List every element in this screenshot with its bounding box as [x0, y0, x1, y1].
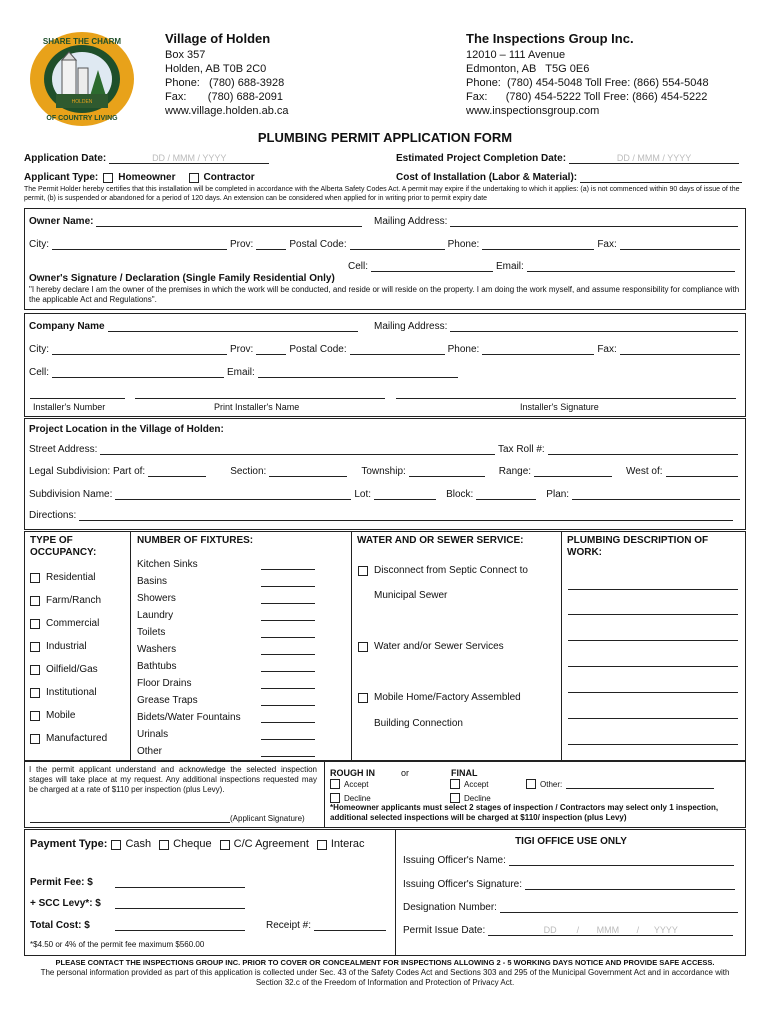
fixture-label: Urinals [137, 729, 169, 740]
permit-fee-field[interactable] [115, 877, 245, 888]
officer-name-label: Issuing Officer's Name: [403, 855, 506, 866]
accept-label: Accept [464, 780, 489, 789]
street-field[interactable] [100, 444, 495, 455]
legal-label: Legal Subdivision: Part of: [29, 466, 146, 477]
levy-note: *$4.50 or 4% of the permit fee maximum $560.00 [30, 940, 205, 949]
township-label: Township: [361, 466, 406, 477]
fixture-row [137, 672, 315, 689]
date-placeholder: DD / MMM / YYYY [543, 925, 678, 935]
fixture-row [137, 604, 315, 621]
village-logo [28, 30, 136, 128]
officer-signature-label: Issuing Officer's Signature: [403, 879, 523, 890]
fixture-label: Other [137, 746, 163, 757]
residential-checkbox[interactable] [30, 573, 40, 583]
inspections-line: Fax: (780) 454-5222 Toll Free: (866) 454-5222 [466, 91, 708, 103]
fixture-row [137, 740, 315, 757]
owner-declaration: "I hereby declare I am the owner of the premises in which the work will be conducted, and reside or will reside on the property. I am doing the work myself, and assume responsibility for compliance with the applicable Act and Regulations". [29, 285, 740, 304]
plan-label: Plan: [546, 489, 570, 500]
rough-in-accept-checkbox[interactable] [330, 779, 340, 789]
installer-name-label: Print Installer's Name [214, 402, 300, 412]
fixture-count-field[interactable] [261, 729, 315, 740]
company-email-field[interactable] [258, 367, 458, 378]
fixture-label: Bathtubs [137, 661, 177, 672]
industrial-checkbox[interactable] [30, 642, 40, 652]
inspections-info [466, 32, 709, 118]
company-fax-label: Fax: [597, 344, 617, 355]
company-phone-label: Phone: [447, 344, 480, 355]
other-checkbox[interactable] [526, 779, 536, 789]
owner-fax-field[interactable] [620, 239, 740, 250]
inspections-line: Edmonton, AB T5G 0E6 [466, 63, 590, 75]
final-accept-checkbox[interactable] [450, 779, 460, 789]
owner-cell-field[interactable] [371, 261, 493, 272]
occupancy-item [30, 635, 107, 658]
issue-date-field[interactable] [488, 925, 733, 936]
owner-phone-label: Phone: [447, 239, 480, 250]
company-postal-field[interactable] [350, 344, 445, 355]
company-city-label: City: [29, 344, 49, 355]
owner-postal-label: Postal Code: [289, 239, 347, 250]
inspections-line: 12010 – 111 Avenue [466, 49, 566, 61]
application-date-label: Application Date: [24, 153, 107, 164]
col-divider [130, 531, 131, 761]
fixture-label: Grease Traps [137, 695, 198, 706]
designation-label: Designation Number: [403, 902, 497, 913]
installer-signature-label: Installer's Signature [520, 402, 599, 412]
cc-agreement-label: C/C Agreement [233, 838, 309, 850]
village-line: Fax: (780) 688-2091 [165, 91, 284, 103]
occupancy-label: Mobile [46, 710, 76, 721]
date-placeholder: DD / MMM / YYYY [152, 153, 227, 163]
township-field[interactable] [409, 466, 485, 477]
lot-label: Lot: [354, 489, 372, 500]
applicant-signature-field[interactable] [30, 822, 230, 823]
footer-privacy: The personal information provided as part of this application is collected under Sec. 43 of the Safety Codes Act and Sections 303 and 295 of the Municipal Government Act and in accordance with Section 32.c of the Freedom of Information and Protection of Privacy Act. [40, 968, 730, 987]
owner-phone-field[interactable] [482, 239, 594, 250]
lot-field[interactable] [374, 489, 436, 500]
range-field[interactable] [534, 466, 612, 477]
mobile-home-label-2: Building Connection [374, 718, 463, 729]
decline-label: Decline [344, 794, 371, 803]
owner-mailing-label: Mailing Address: [374, 216, 448, 227]
owner-prov-label: Prov: [230, 239, 254, 250]
fixture-label: Toilets [137, 627, 166, 638]
west-of-label: West of: [626, 466, 663, 477]
receipt-field[interactable] [314, 920, 386, 931]
col-divider [324, 761, 325, 828]
company-cell-field[interactable] [52, 367, 224, 378]
water-sewer-title: WATER AND OR SEWER SERVICE: [357, 535, 524, 546]
plumbing-description-title: PLUMBING DESCRIPTION OF WORK: [567, 535, 709, 558]
project-title: Project Location in the Village of Holden: [29, 424, 224, 435]
inspections-line: Phone: (780) 454-5048 Toll Free: (866) 554-5048 [466, 77, 709, 89]
cash-checkbox[interactable] [111, 840, 121, 850]
occupancy-label: Oilfield/Gas [46, 664, 98, 675]
owner-mailing-field[interactable] [450, 216, 738, 227]
fixture-row [137, 621, 315, 638]
fixture-count-field[interactable] [261, 593, 315, 604]
officer-name-field[interactable] [509, 855, 734, 866]
directions-field[interactable] [79, 510, 733, 521]
form-title: PLUMBING PERMIT APPLICATION FORM [257, 130, 513, 145]
commercial-checkbox[interactable] [30, 619, 40, 629]
cost-field[interactable] [580, 172, 742, 183]
owner-name-field[interactable] [96, 216, 362, 227]
company-prov-label: Prov: [230, 344, 254, 355]
homeowner-label: Homeowner [118, 172, 176, 183]
mobile-checkbox[interactable] [30, 711, 40, 721]
subdivision-label: Subdivision Name: [29, 489, 113, 500]
part-of-field[interactable] [148, 466, 206, 477]
village-line: Holden, AB T0B 2C0 [165, 63, 267, 75]
date-placeholder: DD / MMM / YYYY [616, 153, 692, 163]
fixture-row [137, 655, 315, 672]
water-sewer-services-checkbox[interactable] [358, 642, 368, 652]
cheque-label: Cheque [173, 838, 212, 850]
owner-city-label: City: [29, 239, 49, 250]
disconnect-septic-checkbox[interactable] [358, 566, 368, 576]
west-of-field[interactable] [666, 466, 738, 477]
directions-label: Directions: [29, 510, 77, 521]
inspections-website[interactable]: www.inspectionsgroup.com [466, 105, 600, 117]
water-sewer-services-label: Water and/or Sewer Services [374, 641, 504, 652]
completion-date-field[interactable] [569, 153, 739, 164]
owner-fax-label: Fax: [597, 239, 617, 250]
disclaimer: The Permit Holder hereby certifies that this installation will be completed in accordance with the Alberta Safety Codes Act. A permit may expire if the undertaking to which it applies: (a) is not commenced within 90 days of issue of the permit, (b) is suspended or abandoned for a period of 120 days. An extension can be considered when applied for in writing prior to permit expiry date [24, 186, 740, 202]
issue-date-label: Permit Issue Date: [403, 925, 486, 936]
fixture-label: Laundry [137, 610, 174, 621]
company-city-field[interactable] [52, 344, 227, 355]
fixtures-list [137, 553, 315, 757]
block-label: Block: [446, 489, 474, 500]
inspection-stage-note: *Homeowner applicants must select 2 stages of inspection / Contractors may select only 1 inspection, additional selected inspections will be charged at $110/ inspection (plus Levy) [330, 803, 719, 822]
fixture-count-field[interactable] [261, 559, 315, 570]
payment-type-label: Payment Type: [30, 838, 108, 850]
other-label: Other: [540, 780, 563, 789]
block-field[interactable] [476, 489, 536, 500]
accept-label: Accept [344, 780, 369, 789]
company-prov-field[interactable] [256, 344, 286, 355]
permit-fee-label: Permit Fee: $ [30, 877, 93, 888]
company-mailing-label: Mailing Address: [374, 321, 448, 332]
institutional-checkbox[interactable] [30, 688, 40, 698]
occupancy-label: Industrial [46, 641, 87, 652]
mobile-home-label: Mobile Home/Factory Assembled [374, 692, 521, 703]
receipt-label: Receipt #: [266, 920, 312, 931]
rough-in-label: ROUGH IN [330, 768, 375, 778]
plumbing-description-line[interactable] [568, 692, 738, 693]
office-use-title: TIGI OFFICE USE ONLY [515, 836, 627, 847]
fixture-label: Basins [137, 576, 168, 587]
occupancy-title: TYPE OF OCCUPANCY: [30, 535, 97, 558]
installer-signature-field[interactable] [396, 398, 736, 399]
owner-signature-title: Owner's Signature / Declaration (Single Family Residential Only) [29, 273, 335, 284]
owner-cell-label: Cell: [348, 261, 369, 272]
application-date-field[interactable] [109, 153, 269, 164]
occupancy-item [30, 566, 107, 589]
fixture-count-field[interactable] [261, 644, 315, 655]
col-divider [561, 531, 562, 761]
owner-postal-field[interactable] [350, 239, 445, 250]
total-cost-field[interactable] [115, 920, 245, 931]
section-field[interactable] [269, 466, 347, 477]
occupancy-item [30, 727, 107, 750]
company-name-label: Company Name [29, 321, 105, 332]
acknowledgement-text: I the permit applicant understand and acknowledge the selected inspection stages will take place at my request. Any additional inspections requested may be charged at a rate of $110 per inspection (plus Levy). [29, 765, 317, 794]
fixture-count-field[interactable] [261, 678, 315, 689]
interac-checkbox[interactable] [317, 840, 327, 850]
fixture-count-field[interactable] [261, 576, 315, 587]
applicant-signature-label: (Applicant Signature) [230, 814, 305, 823]
company-email-label: Email: [227, 367, 255, 378]
officer-signature-field[interactable] [525, 879, 735, 890]
company-fax-field[interactable] [620, 344, 740, 355]
plan-field[interactable] [572, 489, 740, 500]
installer-name-field[interactable] [135, 398, 385, 399]
occupancy-label: Residential [46, 572, 96, 583]
interac-label: Interac [330, 838, 365, 850]
designation-field[interactable] [500, 902, 738, 913]
village-info [165, 32, 289, 118]
occupancy-item [30, 658, 107, 681]
fixture-row [137, 723, 315, 740]
occupancy-label: Manufactured [46, 733, 108, 744]
owner-name-label: Owner Name: [29, 216, 94, 227]
fixture-count-field[interactable] [261, 712, 315, 723]
owner-prov-field[interactable] [256, 239, 286, 250]
occupancy-label: Farm/Ranch [46, 595, 102, 606]
mobile-home-checkbox[interactable] [358, 693, 368, 703]
fixture-row [137, 638, 315, 655]
disconnect-septic-label: Disconnect from Septic Connect to [374, 565, 528, 576]
other-field[interactable] [566, 780, 714, 789]
village-name: Village of Holden [165, 31, 271, 46]
section-label: Section: [230, 466, 267, 477]
fixture-label: Washers [137, 644, 177, 655]
final-decline-checkbox[interactable] [450, 793, 460, 803]
village-line: Phone: (780) 688-3928 [165, 77, 285, 89]
manufactured-checkbox[interactable] [30, 734, 40, 744]
company-mailing-field[interactable] [450, 321, 738, 332]
installer-number-label: Installer's Number [33, 402, 106, 412]
farm-ranch-checkbox[interactable] [30, 596, 40, 606]
cash-label: Cash [125, 838, 152, 850]
occupancy-item [30, 589, 107, 612]
company-phone-field[interactable] [482, 344, 594, 355]
installer-number-field[interactable] [30, 398, 125, 399]
cc-agreement-checkbox[interactable] [220, 840, 230, 850]
company-cell-label: Cell: [29, 367, 50, 378]
village-website[interactable]: www.village.holden.ab.ca [165, 105, 289, 117]
occupancy-item [30, 681, 107, 704]
fixture-count-field[interactable] [261, 627, 315, 638]
fixture-label: Showers [137, 593, 176, 604]
fixture-row [137, 553, 315, 570]
completion-date-label: Estimated Project Completion Date: [396, 153, 567, 164]
fixture-label: Bidets/Water Fountains [137, 712, 241, 723]
tax-roll-label: Tax Roll #: [498, 444, 545, 455]
fixtures-title: NUMBER OF FIXTURES: [137, 535, 254, 546]
cost-label: Cost of Installation (Labor & Material): [396, 172, 578, 183]
fixture-label: Kitchen Sinks [137, 559, 198, 570]
contractor-checkbox[interactable] [189, 173, 199, 183]
inspections-name: The Inspections Group Inc. [466, 31, 634, 46]
disconnect-septic-label-2: Municipal Sewer [374, 590, 448, 601]
street-label: Street Address: [29, 444, 98, 455]
or-label: or [401, 768, 410, 778]
owner-city-field[interactable] [52, 239, 227, 250]
village-line: Box 357 [165, 49, 206, 61]
fixture-label: Floor Drains [137, 678, 192, 689]
company-postal-label: Postal Code: [289, 344, 347, 355]
fixture-count-field[interactable] [261, 661, 315, 672]
fixture-row [137, 587, 315, 604]
col-divider [395, 829, 396, 956]
oilfield-gas-checkbox[interactable] [30, 665, 40, 675]
fixture-count-field[interactable] [261, 610, 315, 621]
tax-roll-field[interactable] [548, 444, 738, 455]
decline-label: Decline [464, 794, 491, 803]
fixture-row [137, 706, 315, 723]
fixture-count-field[interactable] [261, 695, 315, 706]
rough-in-decline-checkbox[interactable] [330, 793, 340, 803]
footer-notice: PLEASE CONTACT THE INSPECTIONS GROUP INC. PRIOR TO COVER OR CONCEALMENT FOR INSPECTIONS ALLOWING 2 - 5 WORKING DAYS NOTICE AND PROVIDE SAFE ACCESS. [55, 958, 715, 967]
svg-text:OF COUNTRY LIVING: OF COUNTRY LIVING [46, 115, 118, 122]
cheque-checkbox[interactable] [159, 840, 169, 850]
total-cost-label: Total Cost: $ [30, 920, 90, 931]
owner-email-label: Email: [496, 261, 524, 272]
occupancy-label: Institutional [46, 687, 97, 698]
scc-levy-field[interactable] [115, 898, 245, 909]
svg-text:HOLDEN: HOLDEN [71, 99, 93, 105]
occupancy-item [30, 612, 107, 635]
plumbing-description-line[interactable] [568, 614, 738, 615]
plumbing-description-line[interactable] [568, 640, 738, 641]
company-name-field[interactable] [108, 321, 358, 332]
plumbing-description-line[interactable] [568, 718, 738, 719]
subdivision-field[interactable] [115, 489, 351, 500]
fixture-count-field[interactable] [261, 746, 315, 757]
owner-email-field[interactable] [527, 261, 735, 272]
fixture-row [137, 689, 315, 706]
plumbing-description-line[interactable] [568, 744, 738, 745]
occupancy-list [30, 566, 107, 750]
final-label: FINAL [451, 768, 478, 778]
range-label: Range: [498, 466, 532, 477]
applicant-type-label: Applicant Type: [24, 172, 99, 183]
fixture-row [137, 570, 315, 587]
contractor-label: Contractor [203, 172, 255, 183]
svg-text:SHARE THE CHARM: SHARE THE CHARM [42, 37, 122, 46]
occupancy-label: Commercial [46, 618, 100, 629]
scc-levy-label: + SCC Levy*: $ [30, 898, 101, 909]
plumbing-description-line[interactable] [568, 666, 738, 667]
plumbing-description-line[interactable] [568, 589, 738, 590]
homeowner-checkbox[interactable] [103, 173, 113, 183]
col-divider [351, 531, 352, 761]
occupancy-item [30, 704, 107, 727]
